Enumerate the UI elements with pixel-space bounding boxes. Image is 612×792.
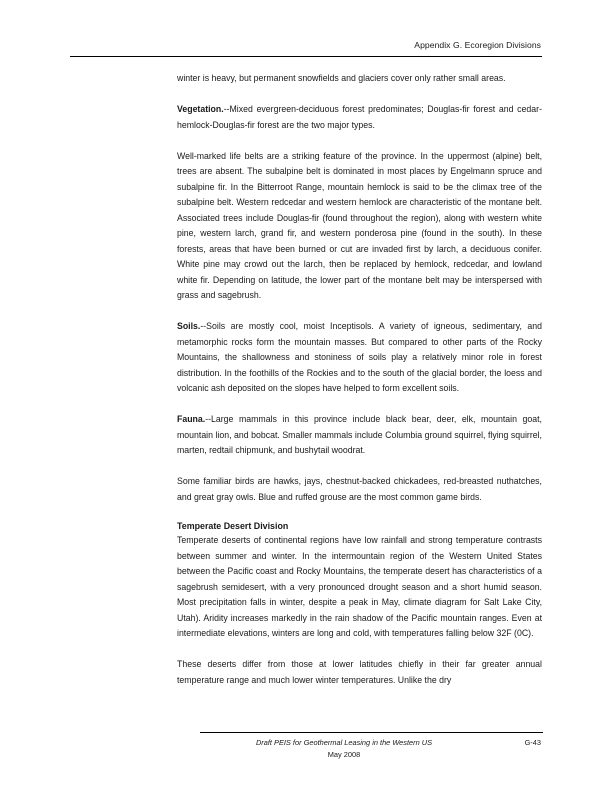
fauna-text: --Large mammals in this province include black bear, deer, elk, mountain goat, mountain lion, and bobcat. Smaller mammals include Columbia ground squirrel, flying squirrel, marten, redtail chipmunk, and bushytail woodrat. [177,414,542,455]
running-header: Appendix G. Ecoregion Divisions [414,40,541,50]
paragraph-soils [177,319,542,397]
footer-date: May 2008 [327,750,361,759]
paragraph-temperate-desert: Temperate deserts of continental regions have low rainfall and strong temperature contrasts between summer and winter. In the intermountain region of the Western United States between the Pacific coast and Rocky Mountains, the temperate desert has characteristics of a sagebrush semidesert, with a very pronounced drought season and a short humid season. Most precipitation falls in winter, despite a peak in May, climate diagram for Salt Lake City, Utah). Aridity increases markedly in the rain shadow of the Pacific mountain ranges. Even at intermediate elevations, winters are long and cold, with temperatures falling below 32F (0C). [177,535,542,638]
section-heading: Temperate Desert Division [177,521,289,531]
fauna-lead: Fauna. [177,414,206,424]
footer-document-title: Draft PEIS for Geothermal Leasing in the Western US [255,738,433,747]
vegetation-lead: Vegetation. [177,104,224,114]
footer-divider [200,732,543,733]
paragraph-intro: winter is heavy, but permanent snowfields and glaciers cover only rather small areas. [177,73,506,83]
paragraph-life-belts: Well-marked life belts are a striking feature of the province. In the uppermost (alpine) belt, trees are absent. The subalpine belt is dominated in most places by Engelmann spruce and subalpine fir. In the Bitterroot Range, mountain hemlock is said to be the climax tree of the subalpine belt. Western redcedar and western hemlock are characteristic of the montane belt. Associated trees include Douglas-fir (found throughout the region), along with western white pine, western larch, grand fir, and western ponderosa pine (found in the south). In these forests, areas that have been burned or cut are invaded first by larch, a deciduous conifer. White pine may crowd out the larch, then be replaced by hemlock, redcedar, and lowland white fir. Depending on latitude, the lower part of the montane belt may be interspersed with grass and sagebrush. [177,150,542,300]
paragraph-fauna [177,412,542,459]
body-text [177,71,542,688]
soils-text: --Soils are mostly cool, moist Inceptisols. A variety of igneous, sedimentary, and metamorphic rocks form the mountain masses. But compared to other parts of the Rocky Mountains, the shallowness and stoniness of soils play a relatively minor role in forest distribution. In the foothills of the Rockies and to the south of the glacial border, the loess and volcanic ash deposited on the slopes have helped to form excellent soils. [177,321,542,393]
soils-lead: Soils. [177,321,201,331]
paragraph-birds: Some familiar birds are hawks, jays, chestnut-backed chickadees, red-breasted nuthatches, and great gray owls. Blue and ruffed grouse are the most common game birds. [177,476,542,502]
paragraph-vegetation [177,102,542,133]
page-number: G-43 [524,738,541,747]
paragraph-deserts-differ: These deserts differ from those at lower latitudes chiefly in their far greater annual temperature range and much lower winter temperatures. Unlike the dry [177,659,542,685]
vegetation-text: --Mixed evergreen-deciduous forest predominates; Douglas-fir forest and cedar-hemlock-Douglas-fir forest are the two major types. [177,104,542,130]
header-divider [70,56,542,57]
